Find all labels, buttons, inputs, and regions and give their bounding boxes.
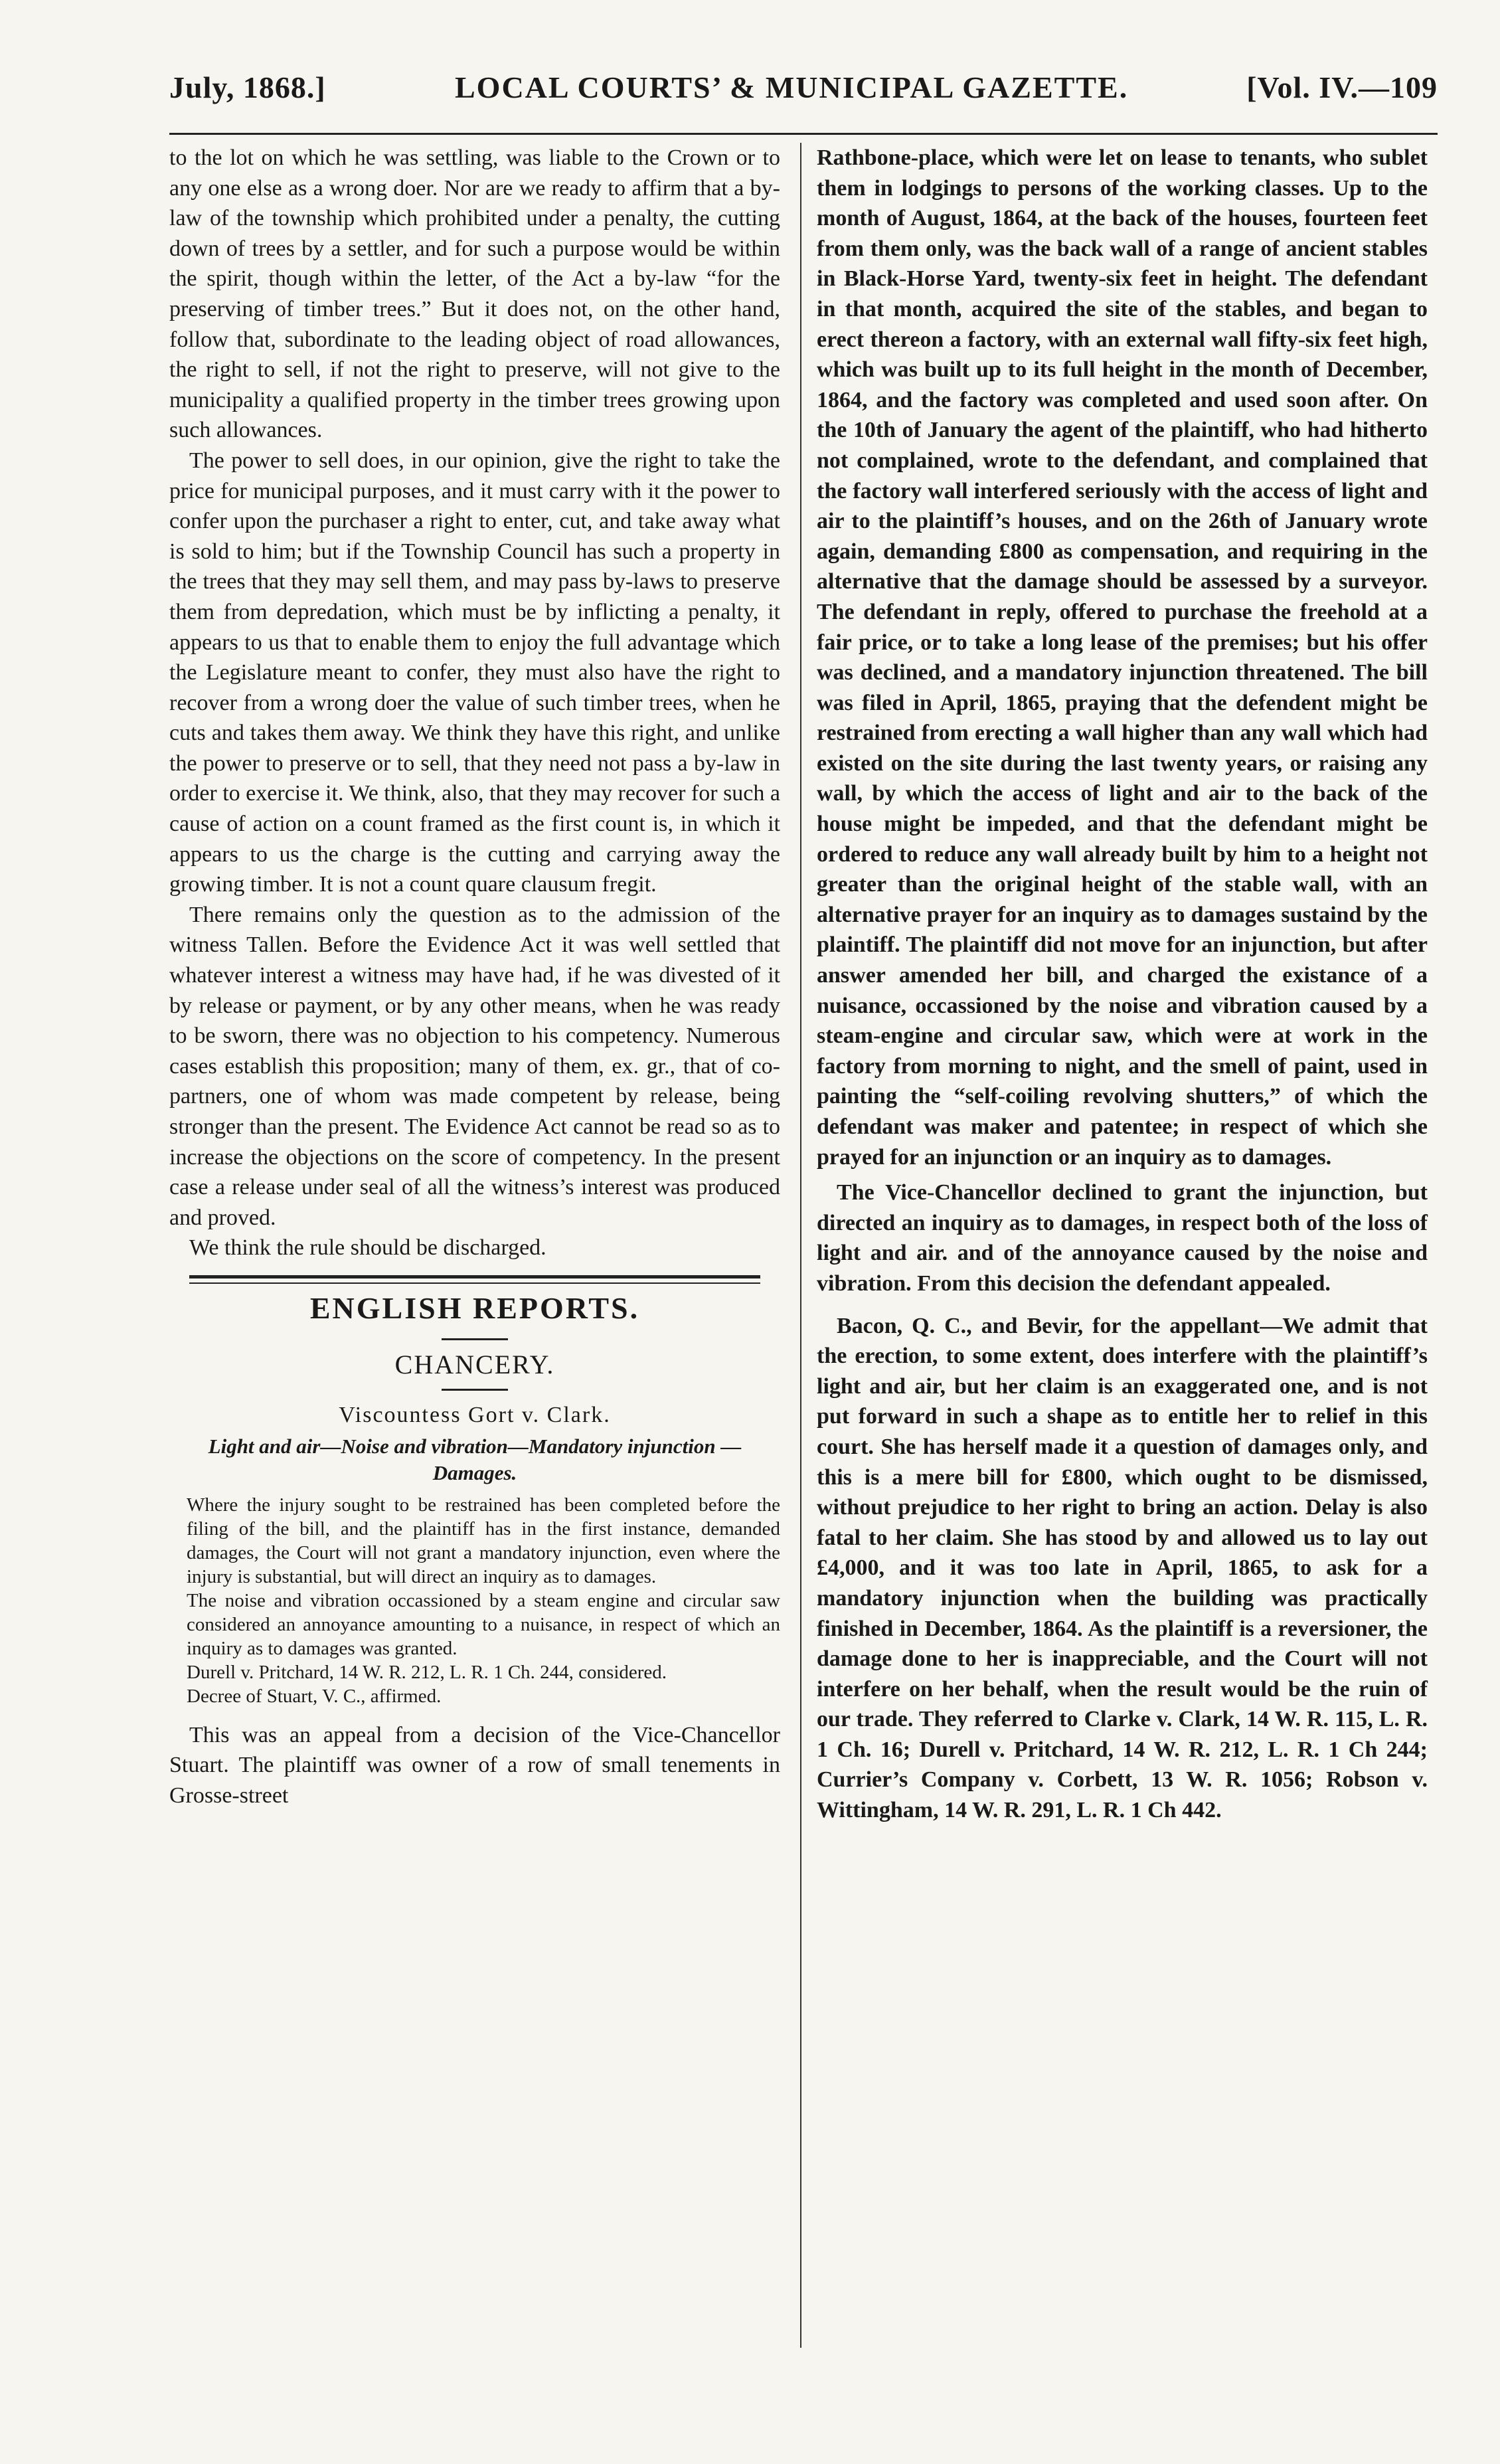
section-title: ENGLISH REPORTS. [309,1290,640,1325]
case-note: Where the injury sought to be restrained has been completed before the filing of the bill, and the plaintiff has in the first instance, demanded damages, the Court will not grant a mandatory injunction, even where the injury is substantial, but will direct an inquiry as to damages. [187,1494,780,1587]
right-column [817,143,1428,1826]
volume-page: [Vol. IV.—109 [1246,70,1438,104]
case-note: Durell v. Pritchard, 14 W. R. 212, L. R. 1 Ch. 244, considered. [187,1661,667,1683]
issue-date: July, 1868.] [169,70,326,104]
case-note: Decree of Stuart, V. C., affirmed. [187,1685,442,1707]
right-paragraph: Bacon, Q. C., and Bevir, for the appellant—We admit that the erection, to some extent, does interfere with the plaintiff’s light and air, but her claim is an exaggerated one, and is not put forward in such a shape as to entitle her to relief in this court. She has herself made it a question of damages only, and this is a mere bill for £800, which ought to be dismissed, without prejudice to her right to bring an action. Delay is also fatal to her claim. She has stood by and allowed us to lay out £4,000, and it was too late in April, 1865, to ask for a mandatory injunction when the building was practically finished in December, 1864. As the plaintiff is a reversioner, the damage done to her is inappreciable, and the Court will not interfere on her behalf, when the result would be the ruin of our trade. They referred to Clarke v. Clark, 14 W. R. 115, L. R. 1 Ch. 16; Durell v. Pritchard, 14 W. R. 212, L. R. 1 Ch 244; Currier’s Company v. Corbett, 13 W. R. 1056; Robson v. Wittingham, 14 W. R. 291, L. R. 1 Ch 442. [817,1313,1428,1823]
head-note: Light and air—Noise and vibration—Mandatory injunction —Damages. [208,1434,742,1484]
left-paragraph: We think the rule should be discharged. [189,1235,546,1261]
left-paragraph: This was an appeal from a decision of the Vice-Chancellor Stuart. The plaintiff was owner of a row of small tenements in Grosse-street [169,1722,780,1808]
left-paragraph: to the lot on which he was settling, was liable to the Crown or to any one else as a wrong doer. Nor are we ready to affirm that a by-law of the township which prohibited under a penalty, the cutting down of trees by a settler, and for such a purpose would be within the spirit, though within the letter, of the Act a by-law “for the preserving of timber trees.” But it does not, on the other hand, follow that, subordinate to the leading object of road allowances, the right to sell, if not the right to preserve, will not give to the municipality a qualified property in the timber trees growing upon such allowances. [169,145,780,443]
short-divider [442,1389,508,1391]
right-paragraph: Rathbone-place, which were let on lease to tenants, who sublet them in lodgings to persons of the working classes. Up to the month of August, 1864, at the back of the houses, fourteen feet from them only, was the back wall of a range of ancient stables in Black-Horse Yard, twenty-six feet in height. The defendant in that month, acquired the site of the stables, and began to erect thereon a factory, with an external wall fifty-six feet high, which was built up to its full height in the month of December, 1864, and the factory was completed and used soon after. On the 10th of January the agent of the plaintiff, who had hitherto not complained, wrote to the defendant, and complained that the factory wall interfered seriously with the access of light and air to the plaintiff’s houses, and on the 26th of January wrote again, demanding £800 as compensation, and requiring in the alternative that the damage should be assessed by a surveyor. The defendant in reply, offered to purchase the freehold at a fair price, or to take a long lease of the premises; but his offer was declined, and a mandatory injunction threatened. The bill was filed in April, 1865, praying that the defendent might be restrained from erecting a wall higher than any wall which had existed on the site during the last twenty years, or raising any wall, by which the access of light and air to the back of the house might be impeded, and that the defendant might be ordered to reduce any wall already built by him to a height not greater than the original height of the stable wall, with an alternative prayer for an inquiry as to damages sustaind by the plaintiff. The plaintiff did not move for an injunction, but after answer amended her bill, and charged the existance of a nuisance, occassioned by the noise and vibration caused by a steam-engine and circular saw, which were at work in the factory from morning to night, and the smell of paint, used in painting the “self-coiling revolving shutters,” of which the defendant was maker and patentee; in respect of which she prayed for an injunction or an inquiry as to damages. [817,145,1428,1170]
left-paragraph: The power to sell does, in our opinion, give the right to take the price for municipal purposes, and it must carry with it the power to confer upon the purchaser a right to enter, cut, and take away what is sold to him; but if the Township Council has such a property in the trees that they may sell them, and may pass by-laws to preserve them from depredation, which must be by inflicting a penalty, it appears to us that to enable them to enjoy the full advantage which the Legislature meant to confer, they must also have the right to recover from a wrong doer the value of such timber trees, when he cuts and takes them away. We think they have this right, and unlike the power to preserve or to sell, that they need not pass a by-law in order to exercise it. We think, also, that they may recover for such a cause of action on a count framed as the first count is, in which it appears to us the charge is the cutting and carrying away the growing timber. It is not a count quare clausum fregit. [169,448,780,897]
short-divider [442,1338,508,1340]
case-title: Viscountess Gort v. Clark. [339,1403,611,1428]
court-title: CHANCERY. [394,1349,555,1379]
case-note: The noise and vibration occassioned by a steam engine and circular saw considered an annoyance amounting to a nuisance, in respect of which an inquiry as to damages was granted. [187,1589,780,1659]
left-paragraph: There remains only the question as to the admission of the witness Tallen. Before the Evidence Act it was well settled that whatever interest a witness may have had, if he was divested of it by release or payment, or by any other means, when he was ready to be sworn, there was no objection to his competency. Numerous cases establish this proposition; many of them, ex. gr., that of co-partners, one of whom was made competent by release, being stronger than the present. The Evidence Act cannot be read so as to increase the objections on the score of competency. In the present case a release under seal of all the witness’s interest was produced and proved. [169,902,780,1230]
page-header [169,70,1438,123]
section-divider [189,1275,760,1284]
column-divider [800,143,801,2348]
header-rule [169,133,1438,135]
publication-title: LOCAL COURTS’ & MUNICIPAL GAZETTE. [455,70,1129,104]
right-paragraph: The Vice-Chancellor declined to grant the injunction, but directed an inquiry as to damages, in respect both of the loss of light and air. and of the annoyance caused by the noise and vibration. From this decision the defendant appealed. [817,1180,1428,1296]
left-column [169,143,780,1811]
